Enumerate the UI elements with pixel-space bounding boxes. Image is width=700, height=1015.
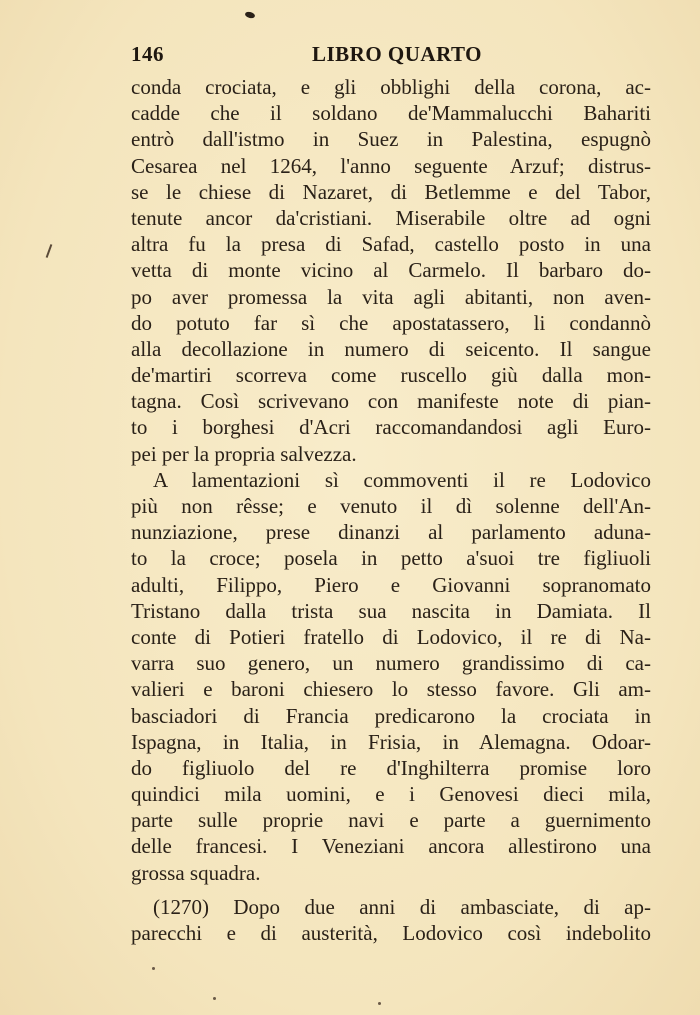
text-line: basciadori di Francia predicarono la crociata in bbox=[131, 703, 651, 728]
text-line: valieri e baroni chiesero lo stesso favore. Gli am- bbox=[131, 677, 651, 702]
text-line: altra fu la presa di Safad, castello posto in una bbox=[131, 232, 651, 257]
text-line: parte sulle proprie navi e parte a guernimento bbox=[131, 808, 651, 833]
text-line: (1270) Dopo due anni di ambasciate, di ap- bbox=[153, 894, 651, 919]
text-line: se le chiese di Nazaret, di Betlemme e del Tabor, bbox=[131, 179, 651, 204]
text-line: delle francesi. I Veneziani ancora allestirono una bbox=[131, 834, 651, 859]
body-text bbox=[131, 74, 651, 946]
text-line: nunziazione, prese dinanzi al parlamento aduna- bbox=[131, 520, 651, 545]
text-line: po aver promessa la vita agli abitanti, non aven- bbox=[131, 284, 651, 309]
text-line: varra suo genero, un numero grandissimo di ca- bbox=[131, 651, 651, 676]
text-line: più non rêsse; e venuto il dì solenne dell'An- bbox=[131, 494, 651, 518]
text-line: Tristano dalla trista sua nascita in Damiata. Il bbox=[131, 598, 651, 623]
text-line: pei per la propria salvezza. bbox=[131, 441, 357, 466]
text-line: parecchi e di austerità, Lodovico così indebolito bbox=[131, 921, 651, 945]
text-line: grossa squadra. bbox=[131, 860, 261, 885]
page-number: 146 bbox=[131, 42, 164, 66]
text-line: A lamentazioni sì commoventi il re Lodovico bbox=[153, 467, 651, 492]
text-line: tenute ancor da'cristiani. Miserabile oltre ad ogni bbox=[131, 205, 651, 230]
text-line: to i borghesi d'Acri raccomandandosi agli Euro- bbox=[131, 415, 651, 440]
text-line: quindici mila uomini, e i Genovesi dieci mila, bbox=[131, 782, 651, 807]
text-line: conte di Potieri fratello di Lodovico, il re di Na- bbox=[131, 624, 651, 649]
text-line: adulti, Filippo, Piero e Giovanni sopranomato bbox=[131, 572, 651, 597]
ink-spot bbox=[244, 11, 255, 19]
text-line: cadde che il soldano de'Mammalucchi Bahariti bbox=[131, 101, 651, 126]
speck bbox=[213, 997, 216, 1000]
text-line: do potuto far sì che apostatassero, li condannò bbox=[131, 310, 651, 335]
text-line: Ispagna, in Italia, in Frisia, in Alemagna. Odoar- bbox=[131, 729, 651, 754]
text-line: tagna. Così scrivevano con manifeste note di pian- bbox=[131, 389, 651, 414]
speck bbox=[378, 1002, 381, 1005]
running-title: LIBRO QUARTO bbox=[312, 42, 482, 66]
text-line: alla decollazione in numero di seicento. Il sangue bbox=[131, 336, 651, 361]
text-line: to la croce; posela in petto a'suoi tre figliuoli bbox=[131, 546, 651, 571]
text-line: vetta di monte vicino al Carmelo. Il barbaro do- bbox=[131, 258, 651, 283]
speck bbox=[152, 967, 155, 970]
text-line: conda crociata, e gli obblighi della corona, ac- bbox=[131, 75, 651, 99]
text-line: de'martiri scorreva come ruscello giù dalla mon- bbox=[131, 363, 651, 388]
text-line: Cesarea nel 1264, l'anno seguente Arzuf; distrus- bbox=[131, 153, 651, 178]
page-header bbox=[131, 42, 651, 72]
text-line: entrò dall'istmo in Suez in Palestina, espugnò bbox=[131, 127, 651, 152]
margin-mark bbox=[46, 244, 53, 258]
text-line: do figliuolo del re d'Inghilterra promise loro bbox=[131, 755, 651, 780]
